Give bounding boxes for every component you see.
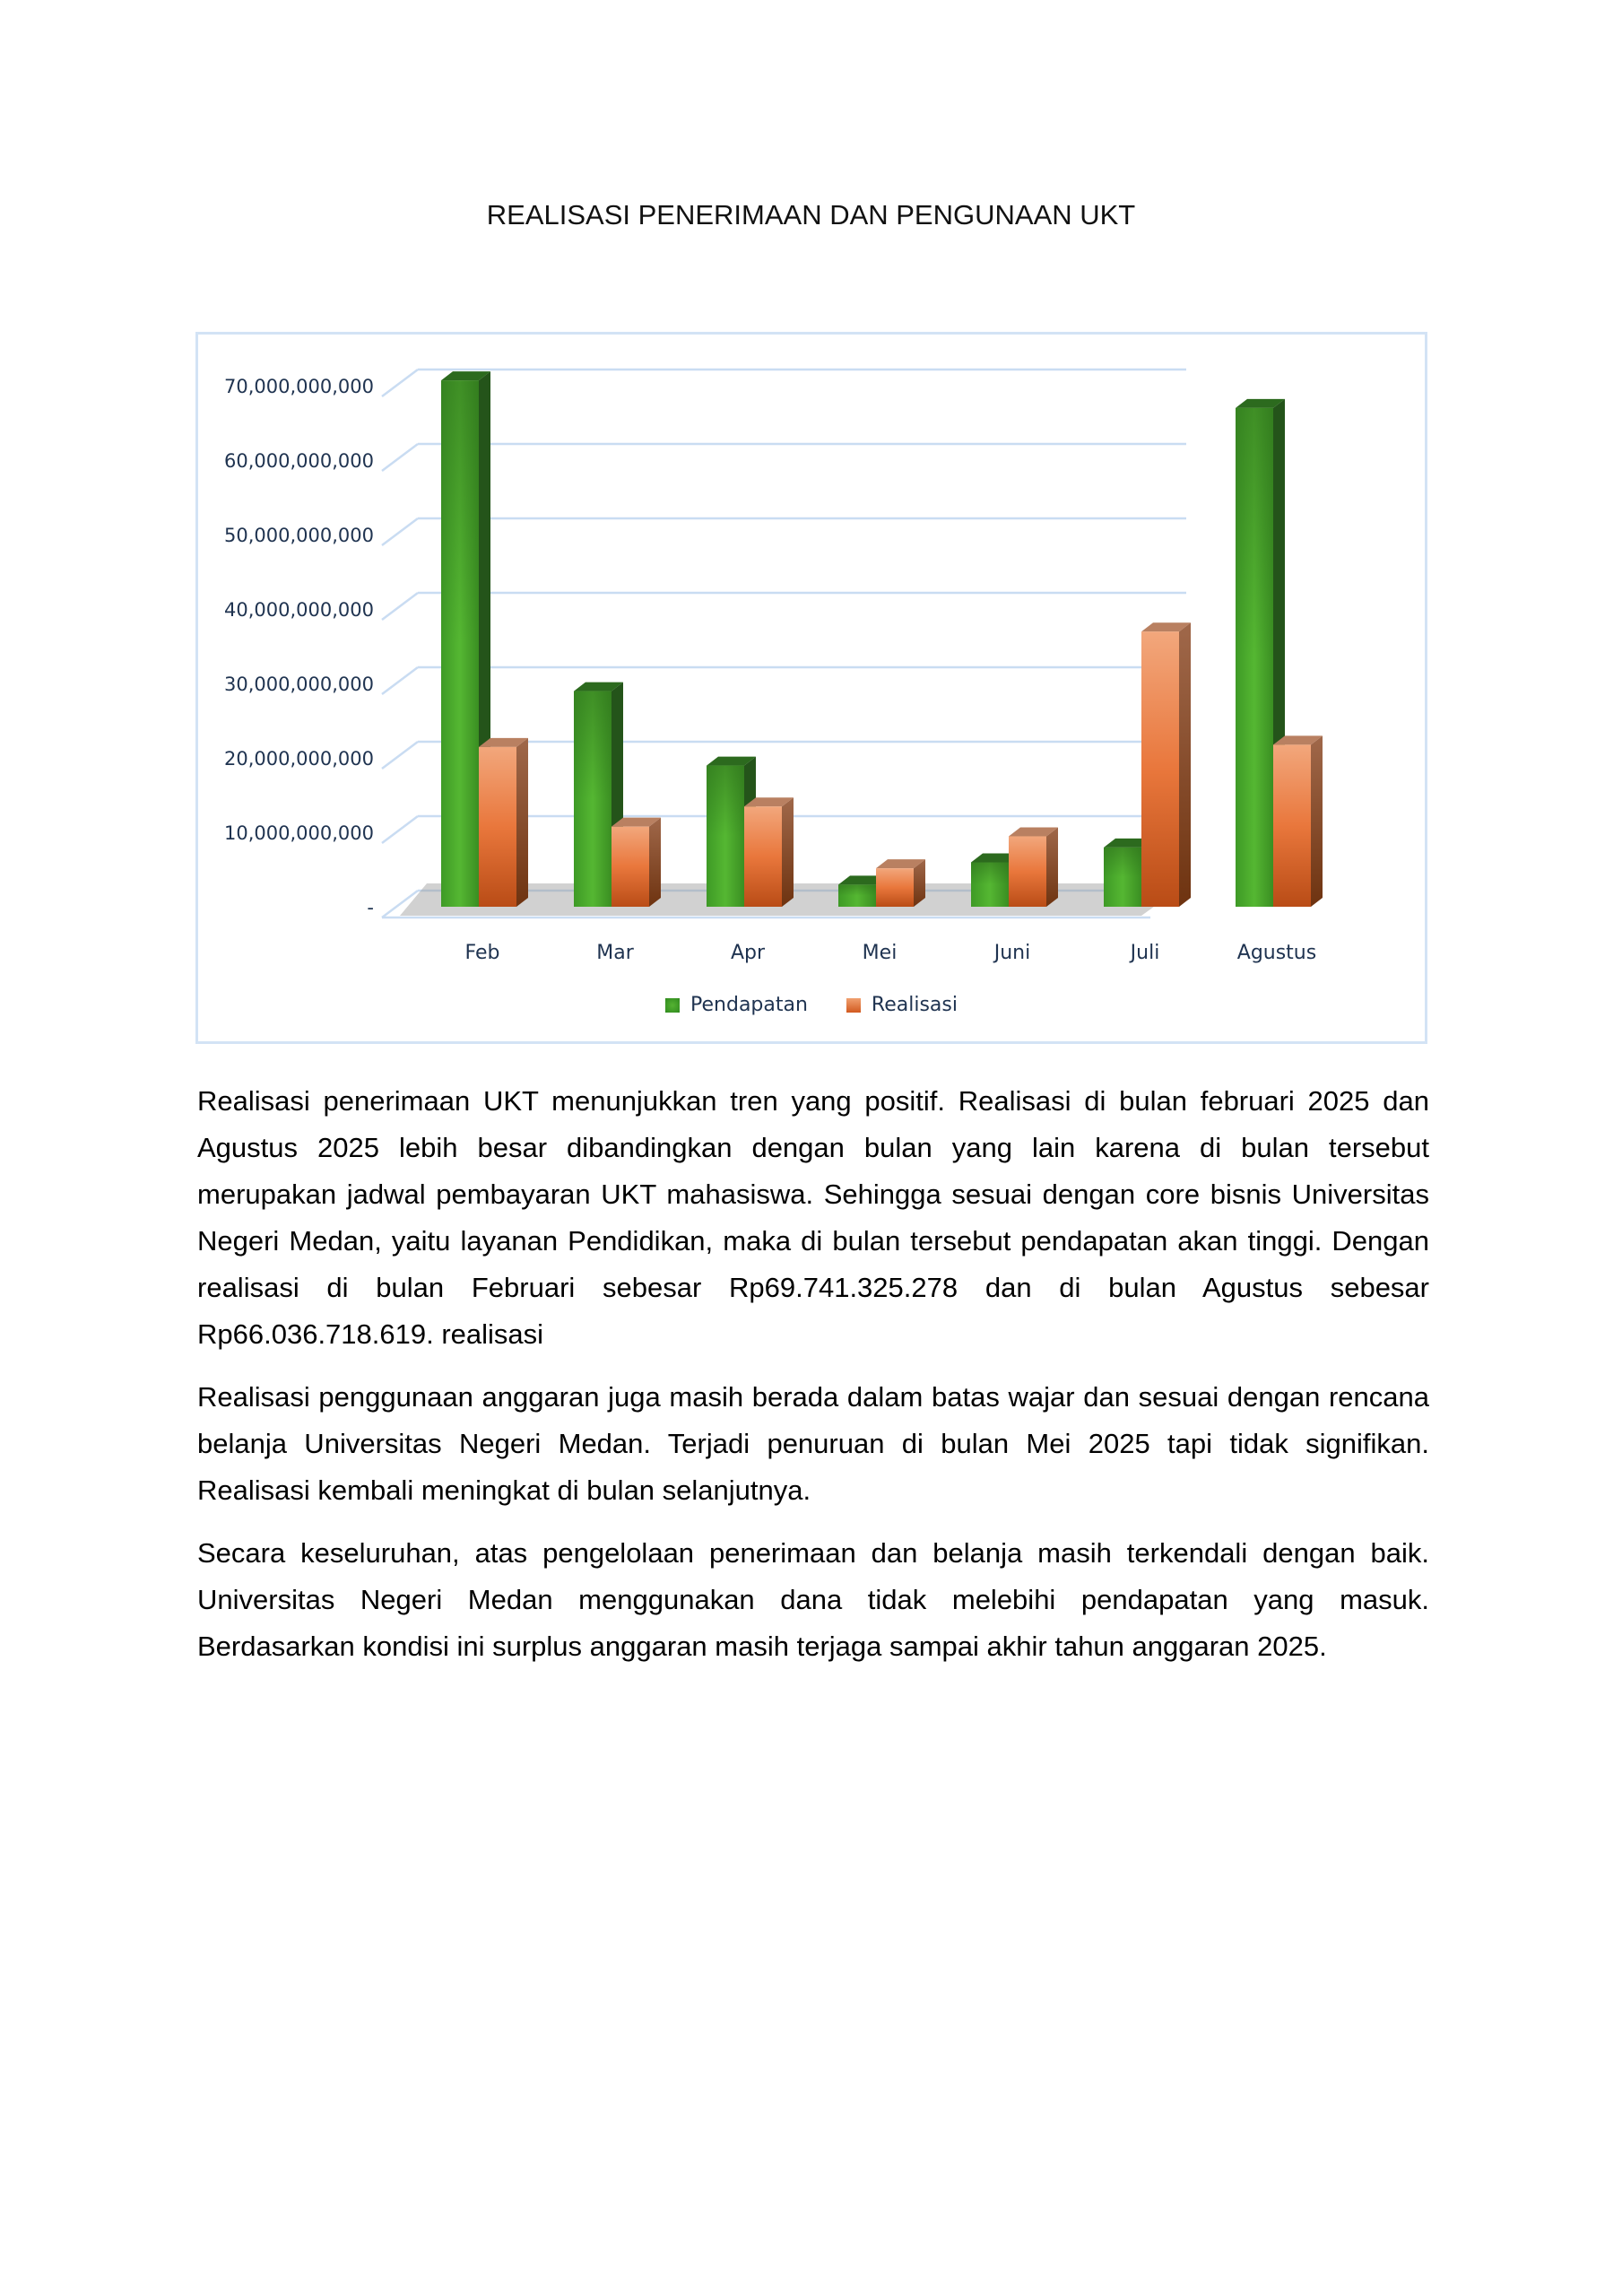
legend-label: Pendapatan <box>690 994 808 1016</box>
y-tick-label: 30,000,000,000 <box>224 674 374 695</box>
legend-label: Realisasi <box>871 994 958 1016</box>
bar-realisasi-apr <box>744 797 794 907</box>
document-title: REALISASI PENERIMAAN DAN PENGUNAAN UKT <box>486 199 1136 230</box>
bar-chart <box>198 335 1425 1041</box>
legend-swatch-green-icon <box>665 998 680 1013</box>
x-tick-label: Apr <box>730 942 766 964</box>
legend-swatch-orange-icon <box>846 998 861 1013</box>
legend-item-realisasi <box>846 994 958 1016</box>
bar-realisasi-juli <box>1141 622 1191 907</box>
bar-realisasi-juni <box>1009 827 1058 907</box>
x-tick-label: Mei <box>862 942 898 964</box>
x-tick-label: Juni <box>993 942 1031 964</box>
y-tick-label: - <box>367 897 374 918</box>
chart-legend <box>198 994 1425 1018</box>
y-tick-label: 10,000,000,000 <box>224 822 374 844</box>
paragraph-3: Secara keseluruhan, atas pengelolaan penerimaan dan belanja masih terkendali dengan baik. Universitas Negeri Medan menggunakan dana tidak melebihi pendapatan yang masuk. Berdasarkan kondisi ini surplus anggaran masih terjaga sampai akhir tahun anggaran 2025. <box>197 1537 1429 1662</box>
bar-realisasi-mar <box>612 818 661 907</box>
bar-realisasi-mei <box>876 859 925 907</box>
legend-item-pendapatan <box>665 994 808 1016</box>
paragraph-1: Realisasi penerimaan UKT menunjukkan tren yang positif. Realisasi di bulan februari 2025 dan Agustus 2025 lebih besar dibandingkan dengan bulan yang lain karena di bulan tersebut merupakan jadwal pembayaran UKT mahasiswa. Sehingga sesuai dengan core bisnis Universitas Negeri Medan, yaitu layanan Pendidikan, maka di bulan tersebut pendapatan akan tinggi. Dengan realisasi di bulan Februari sebesar Rp69.741.325.278 dan di bulan Agustus sebesar Rp66.036.718.619. realisasi <box>197 1085 1429 1350</box>
x-tick-label: Juli <box>1130 942 1160 964</box>
x-tick-label: Feb <box>464 942 500 964</box>
x-tick-label: Mar <box>596 942 634 964</box>
y-tick-label: 40,000,000,000 <box>224 599 374 621</box>
y-tick-label: 20,000,000,000 <box>224 748 374 770</box>
y-tick-label: 50,000,000,000 <box>224 525 374 546</box>
body-text <box>197 1078 1429 1686</box>
bar-realisasi-feb <box>479 738 528 907</box>
y-tick-label: 60,000,000,000 <box>224 450 374 472</box>
paragraph-2: Realisasi penggunaan anggaran juga masih berada dalam batas wajar dan sesuai dengan rencana belanja Universitas Negeri Medan. Terjadi penuruan di bulan Mei 2025 tapi tidak signifikan. Realisasi kembali meningkat di bulan selanjutnya. <box>197 1381 1429 1506</box>
x-tick-label: Agustus <box>1236 942 1317 964</box>
chart-container <box>195 332 1427 1044</box>
bars <box>441 371 1323 907</box>
y-tick-label: 70,000,000,000 <box>224 376 374 397</box>
bar-realisasi-agustus <box>1273 735 1323 907</box>
